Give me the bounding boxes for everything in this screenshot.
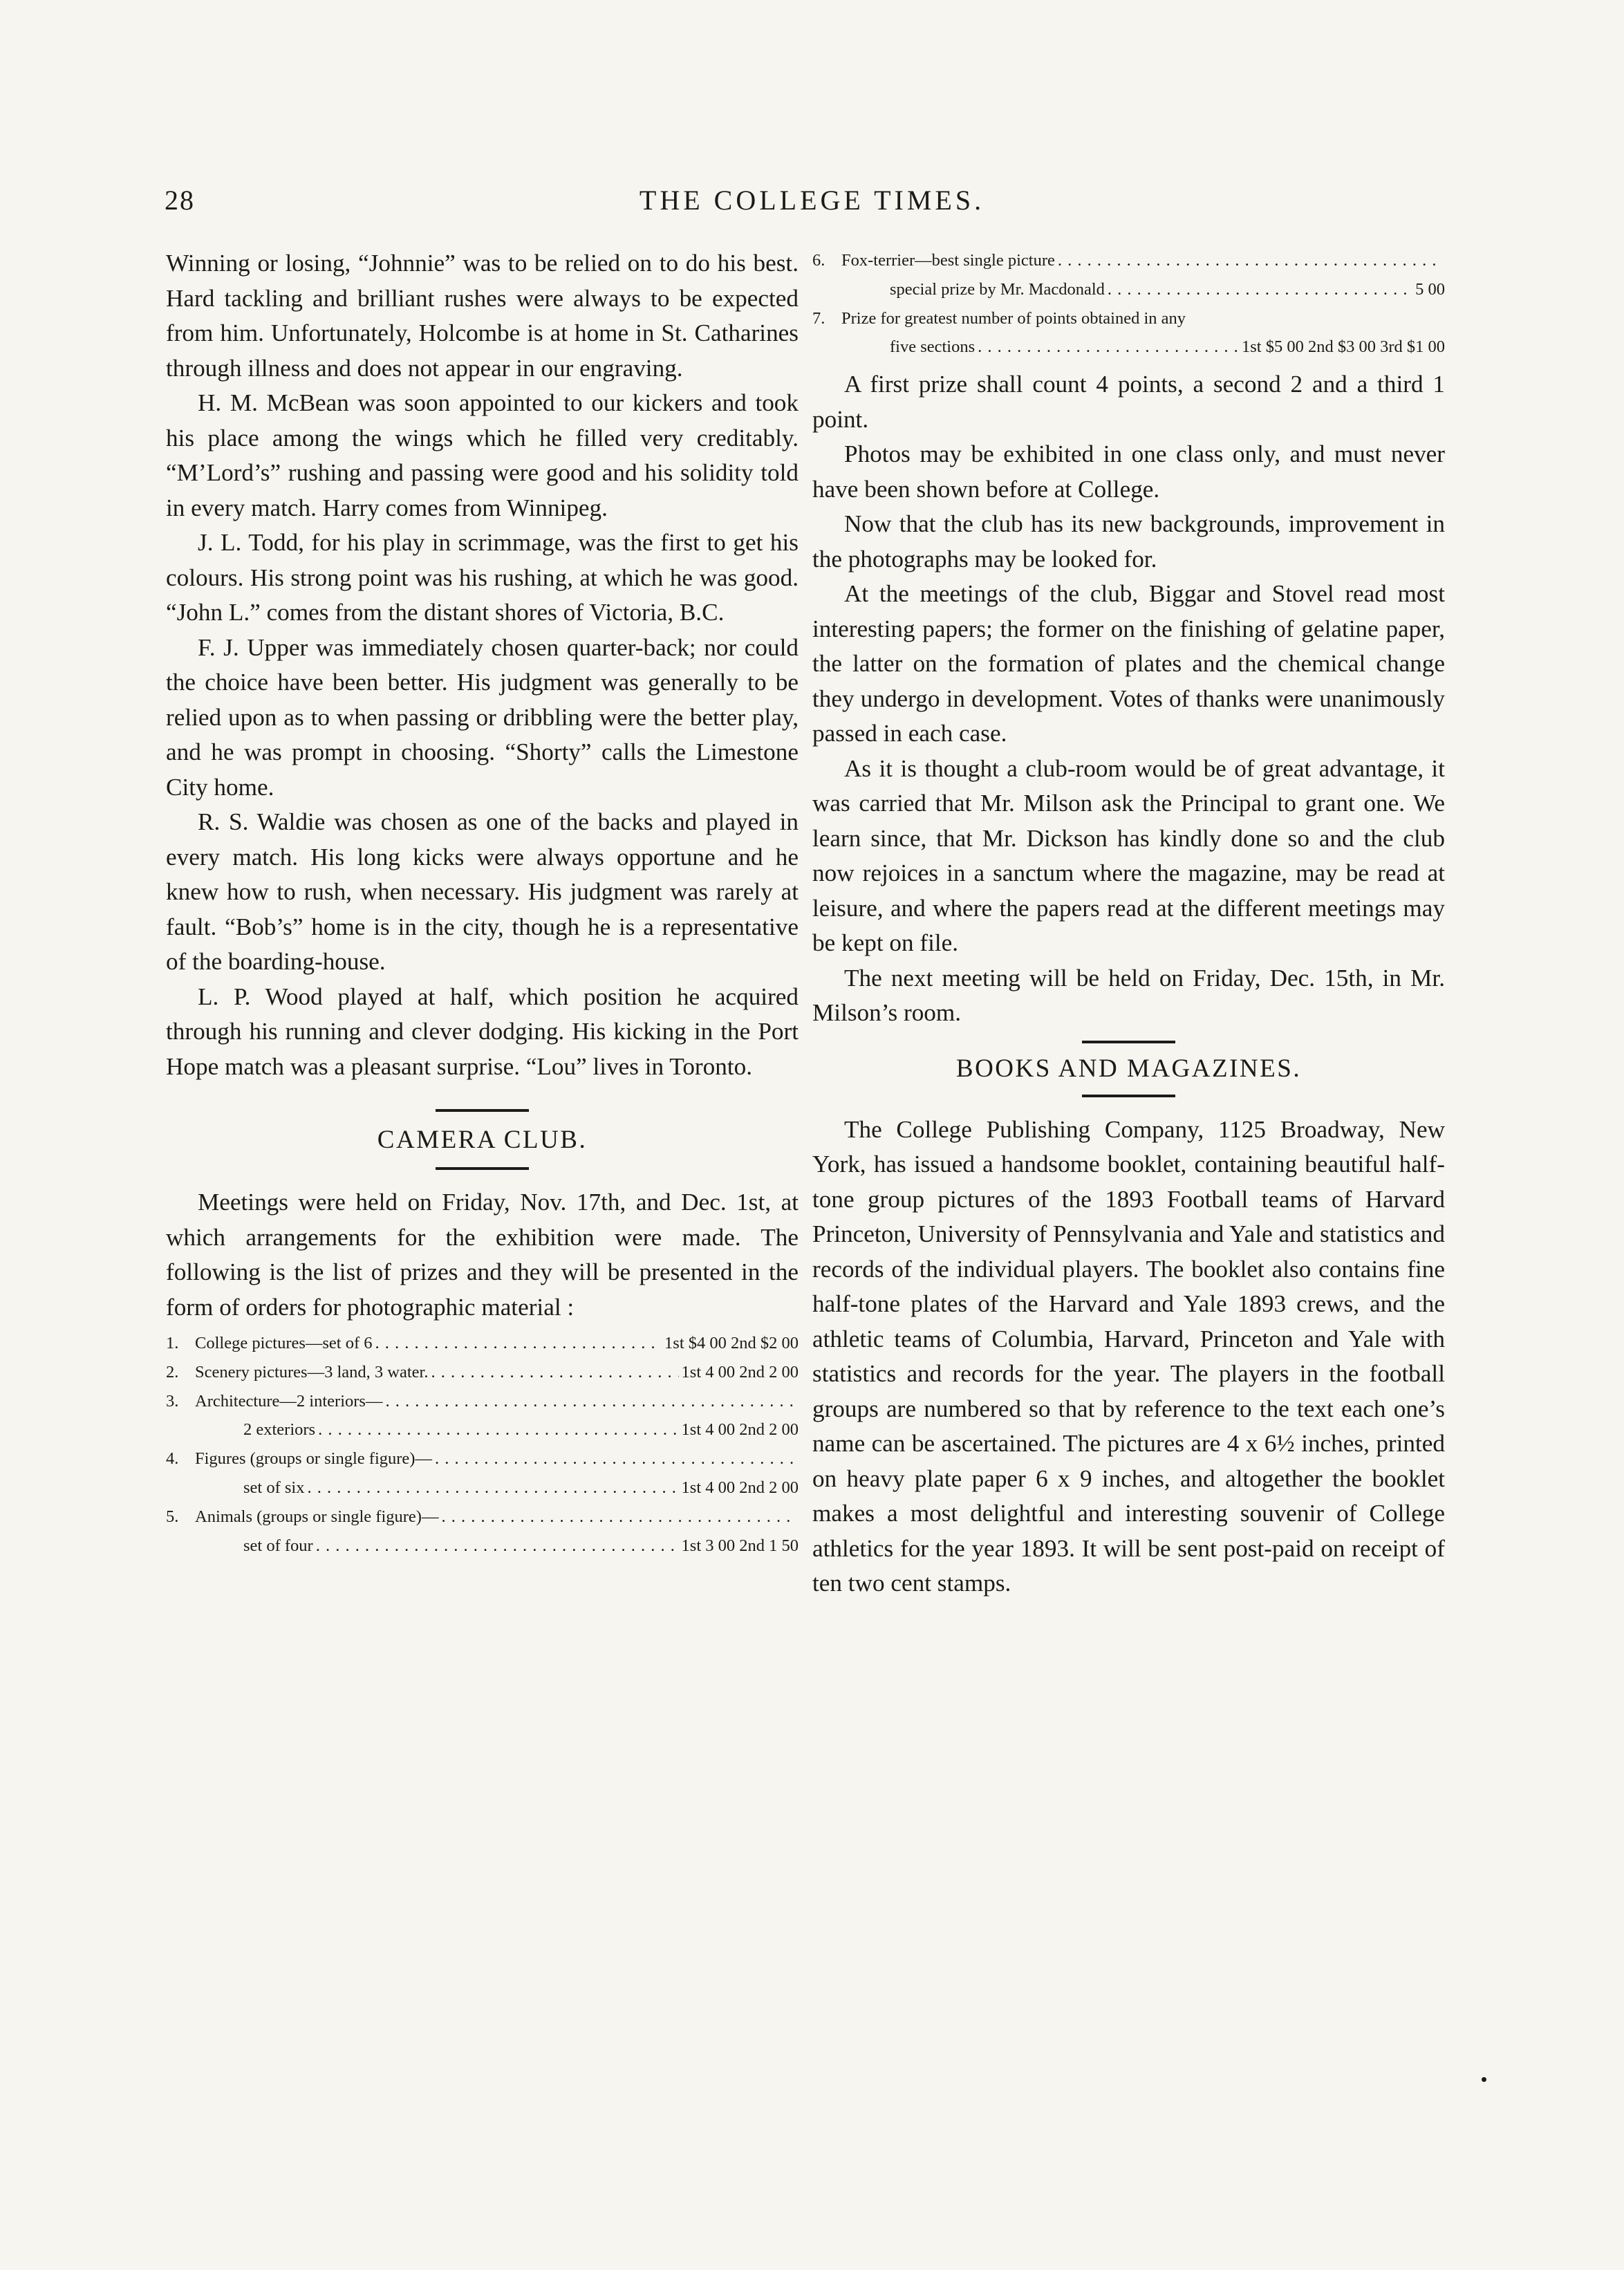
prize-item: 6. Fox-terrier—best single picture . . . — [812, 246, 1445, 275]
camera-club-paragraph: At the meetings of the club, Biggar and Stovel read most interesting papers; the former on the finishing of gelatine paper, the latter on the formation of plates and the chemical change they undergo in development. Votes of thanks were unanimously passed in each case. — [812, 580, 1445, 747]
player-paragraph: R. S. Waldie was chosen as one of the backs and played in every match. His long kicks were always opportune and he knew how to rush, when necessary. His judgment was rarely at fault. “Bob’s” home is in the city, though he is a representative of the boarding-house. — [166, 808, 799, 975]
camera-club-paragraph: Now that the club has its new backgrounds, improvement in the photographs may be looked for. — [812, 510, 1445, 573]
camera-club-intro: Meetings were held on Friday, Nov. 17th, and Dec. 1st, at which arrangements for the exhibition were made. The following is the list of prizes and they will be presented in the form of orders for photographic material : — [166, 1189, 799, 1321]
books-magazines-heading: BOOKS AND MAGAZINES. — [955, 1054, 1302, 1083]
prize-list-continued — [812, 246, 1445, 362]
prize-item: 4. Figures (groups or single figure)— . . . — [166, 1444, 799, 1473]
camera-club-paragraph: A first prize shall count 4 points, a second 2 and a third 1 point. — [812, 371, 1445, 433]
prize-item: 2 exteriors . . . 1st 4 00 2nd 2 00 — [166, 1415, 799, 1444]
prize-item: five sections . . . 1st $5 00 2nd $3 00 3rd $1 00 — [812, 333, 1445, 362]
left-column — [166, 246, 799, 1565]
player-paragraph: L. P. Wood played at half, which position he acquired through his running and clever dodging. His kicking in the Port Hope match was a pleasant surprise. “Lou” lives in Toronto. — [166, 983, 799, 1080]
player-paragraph: F. J. Upper was immediately chosen quarter-back; nor could the choice have been better. His judgment was generally to be relied upon as to when passing or dribbling were the better play, and he was prompt in choosing. “Shorty” calls the Limestone City home. — [166, 633, 799, 801]
camera-club-paragraph: As it is thought a club-room would be of great advantage, it was carried that Mr. Milson ask the Principal to grant one. We learn since, that Mr. Dickson has kindly done so and the club now rejoices in a sanctum where the magazine, may be read at leisure, and where the papers read at the different meetings may be kept on file. — [812, 754, 1445, 957]
camera-club-heading: CAMERA CLUB. — [377, 1126, 588, 1154]
page-number: 28 — [165, 185, 195, 216]
camera-club-paragraph: Photos may be exhibited in one class only, and must never have been shown before at College. — [812, 440, 1445, 503]
prize-item: 2. Scenery pictures—3 land, 3 water. . . . 1st 4 00 2nd 2 00 — [166, 1358, 799, 1387]
prize-item: 5. Animals (groups or single figure)— . . . — [166, 1503, 799, 1532]
player-paragraph: H. M. McBean was soon appointed to our kickers and took his place among the wings which he filled very creditably. “M’Lord’s” rushing and passing were good and his solidity told in every match. Harry comes from Winnipeg. — [166, 389, 799, 521]
page-header — [0, 184, 1624, 225]
books-magazines-paragraph: The College Publishing Company, 1125 Broadway, New York, has issued a handsome booklet, containing beautiful half-tone group pictures of the 1893 Football teams of Harvard Princeton, University of Pennsylvania and Yale and statistics and records of the individual players. The booklet also contains fine half-tone plates of the Harvard and Yale 1893 crews, and the athletic teams of Columbia, Harvard, Princeton and Yale with statistics and records for the year. The players in the football groups are numbered so that by reference to the text each one’s name can be ascertained. The pictures are 4 x 6½ inches, printed on heavy plate paper 6 x 9 inches, and altogether the booklet makes a most delightful and interesting souvenir of College athletics for the year 1893. It will be sent post-paid on receipt of ten two cent stamps. — [812, 1115, 1445, 1597]
prize-item: 7. Prize for greatest number of points obtained in any — [812, 308, 1186, 328]
running-title: THE COLLEGE TIMES. — [639, 185, 985, 216]
right-column — [812, 246, 1445, 1601]
prize-list — [166, 1329, 799, 1560]
prize-item: special prize by Mr. Macdonald . . . 5 00 — [812, 275, 1445, 304]
player-paragraph: J. L. Todd, for his play in scrimmage, was the first to get his colours. His strong point was his rushing, at which he was good. “John L.” comes from the distant shores of Victoria, B.C. — [166, 529, 799, 626]
camera-club-paragraph: The next meeting will be held on Friday, Dec. 15th, in Mr. Milson’s room. — [812, 964, 1445, 1027]
stray-ink-mark — [1482, 2077, 1486, 2082]
prize-item: 1. College pictures—set of 6 . . . 1st $4 00 2nd $2 00 — [166, 1329, 799, 1358]
prize-item: 3. Architecture—2 interiors— . . . — [166, 1387, 799, 1416]
player-paragraph: Winning or losing, “Johnnie” was to be relied on to do his best. Hard tackling and brilliant rushes were always to be expected from him. Unfortunately, Holcombe is at home in St. Catharines through illness and does not appear in our engraving. — [166, 250, 799, 382]
prize-item: set of six . . . 1st 4 00 2nd 2 00 — [166, 1473, 799, 1503]
prize-item: set of four . . . 1st 3 00 2nd 1 50 — [166, 1532, 799, 1561]
